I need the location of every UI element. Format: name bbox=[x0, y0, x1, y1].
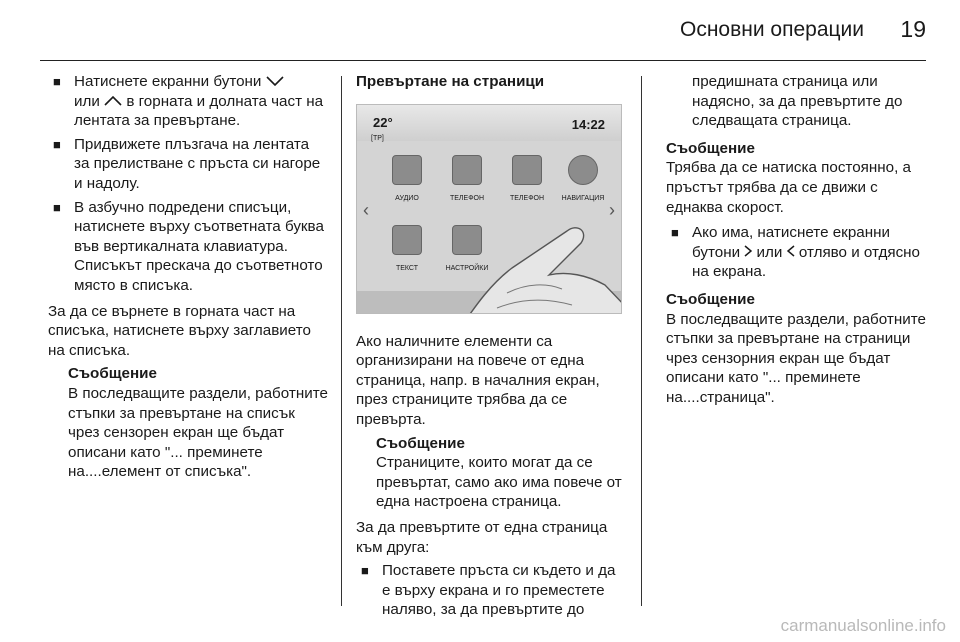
message-icon bbox=[392, 225, 422, 255]
note-heading: Съобщение bbox=[666, 139, 755, 157]
chevron-down-icon bbox=[266, 72, 284, 92]
column-divider bbox=[341, 76, 342, 606]
app-tile-navigation: НАВИГАЦИЯ bbox=[555, 155, 611, 209]
tp-indicator: [TP] bbox=[371, 134, 384, 142]
column-divider bbox=[641, 76, 642, 606]
list-item: ■ Ако има, натиснете екранни бутони или отляво и отдясно на екрана. bbox=[666, 223, 928, 282]
chevron-left-icon bbox=[787, 243, 795, 263]
list-item: ■ В азбучно подредени списъци, натиснете върху съответната буква във вертикалната клавиатура. Списъкът прескача до съответното място в списъка. bbox=[48, 198, 328, 296]
list-item: ■ Придвижете плъзгача на лентата за прелистване с пръста си нагоре и надолу. bbox=[48, 135, 328, 194]
list-item: ■ Натиснете екранни бутони или в горната и долната част на лентата за превъртане. bbox=[48, 72, 328, 131]
hand-gesture-icon bbox=[437, 213, 622, 314]
app-tile-phone-2: ТЕЛЕФОН bbox=[499, 155, 555, 209]
column-2 bbox=[356, 72, 626, 624]
paragraph: За да се върнете в горната част на списъка, натиснете върху заглавието на списъка. bbox=[48, 302, 311, 359]
app-tile-text: ТЕКСТ bbox=[379, 225, 435, 279]
compass-icon bbox=[568, 155, 598, 185]
column-1 bbox=[48, 72, 328, 482]
note-text: В последващите раздели, работните стъпки за превъртане на страници чрез сензорния екран ще бъдат описани като "... преминете на....страница". bbox=[666, 310, 926, 406]
app-tile-audio: АУДИО bbox=[379, 155, 435, 209]
note-heading: Съобщение bbox=[376, 434, 465, 452]
page-number: 19 bbox=[900, 16, 926, 42]
chevron-right-icon bbox=[744, 243, 752, 263]
note-text: Трябва да се натиска постоянно, а пръстът трябва да се движи с еднаква скорост. bbox=[666, 159, 911, 216]
chevron-up-icon bbox=[104, 92, 122, 112]
watermark: carmanualsonline.info bbox=[780, 616, 946, 635]
phone-handset-icon bbox=[512, 155, 542, 185]
paragraph: Ако наличните елементи са организирани на повече от една страница, напр. в началния екран, през страниците трябва да се превърта. bbox=[356, 332, 600, 428]
note-text: Страниците, които могат да се превъртат, само ако има повече от една настроена страница. bbox=[376, 454, 622, 511]
temperature-readout: 22° bbox=[373, 114, 393, 130]
app-tile-phone: ТЕЛЕФОН bbox=[439, 155, 495, 209]
chevron-right-icon: › bbox=[609, 199, 615, 220]
header-rule bbox=[40, 60, 926, 61]
paragraph: За да превъртите от една страница към друга: bbox=[356, 518, 608, 556]
phone-icon bbox=[452, 155, 482, 185]
home-screen-illustration bbox=[356, 104, 622, 314]
page-title: Основни операции bbox=[679, 18, 864, 41]
note-heading: Съобщение bbox=[68, 365, 157, 383]
app-tile-settings: НАСТРОЙКИ bbox=[439, 225, 495, 279]
note-text: В последващите раздели, работните стъпки за превъртане на списък чрез сензорен екран ще бъдат описани като "... преминете на....елемент от списъка". bbox=[68, 384, 328, 481]
note-heading: Съобщение bbox=[666, 290, 755, 308]
list-item: ■ Поставете пръста си където и да е върху екрана и го преместете наляво, за да превъртите до bbox=[356, 561, 626, 620]
page-header bbox=[0, 0, 960, 62]
music-note-icon bbox=[392, 155, 422, 185]
column-3 bbox=[666, 72, 928, 408]
clock-readout: 14:22 bbox=[571, 116, 605, 132]
section-heading: Превъртане на страници bbox=[356, 73, 545, 90]
continued-text: предишната страница или надясно, за да превъртите до следващата страница. bbox=[692, 73, 903, 130]
chevron-left-icon: ‹ bbox=[363, 199, 369, 220]
